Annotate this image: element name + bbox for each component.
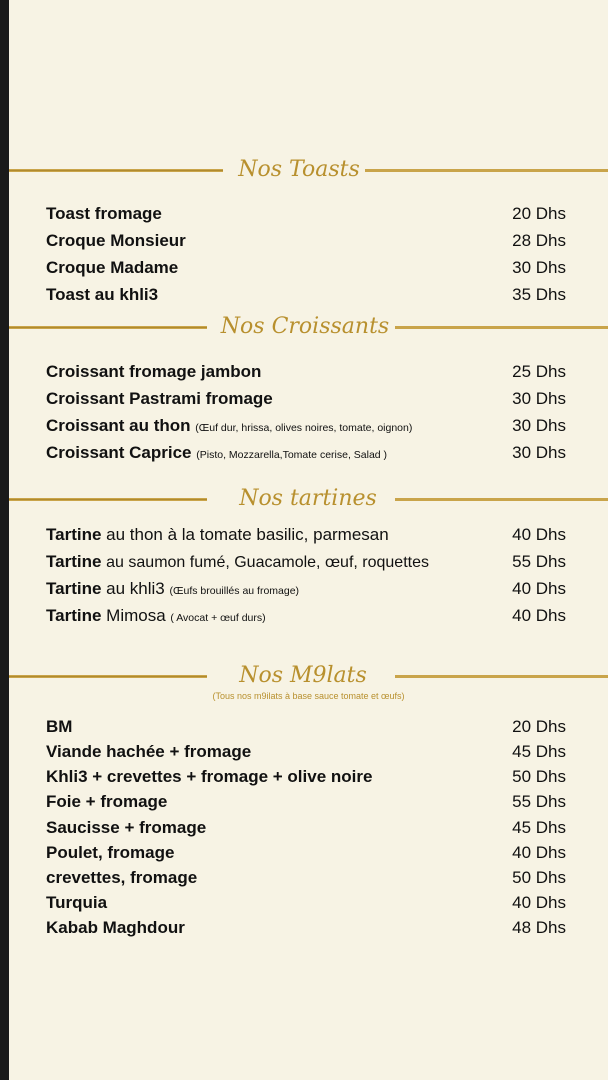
menu-item	[46, 386, 566, 412]
item-price: 25 Dhs	[512, 362, 566, 381]
menu-item	[46, 255, 566, 281]
item-price: 45 Dhs	[512, 818, 566, 837]
menu-item	[46, 603, 566, 629]
item-detail: Mimosa	[106, 606, 166, 625]
item-name: Toast fromage	[46, 204, 162, 223]
menu-item	[46, 714, 566, 740]
menu-item	[46, 549, 566, 575]
item-price: 30 Dhs	[512, 443, 566, 462]
item-name: Croissant au thon	[46, 416, 191, 435]
item-name: Toast au khli3	[46, 285, 159, 304]
item-price: 40 Dhs	[512, 579, 566, 598]
item-price: 50 Dhs	[512, 868, 566, 887]
item-detail: au khli3	[106, 579, 165, 598]
item-name: BM	[46, 717, 73, 736]
item-price: 30 Dhs	[512, 416, 566, 435]
item-name: crevettes, fromage	[46, 868, 198, 887]
section-header-toasts	[9, 153, 608, 187]
item-description: (Œufs brouillés au fromage)	[169, 585, 300, 597]
item-detail: au thon à la tomate basilic, parmesan	[106, 525, 389, 544]
menu-item	[46, 890, 566, 916]
menu-item	[46, 840, 566, 866]
item-name: Turquia	[46, 893, 108, 912]
menu-item	[46, 815, 566, 841]
item-price: 30 Dhs	[512, 389, 566, 408]
item-name: Croque Monsieur	[46, 231, 186, 250]
item-name: Poulet, fromage	[46, 843, 175, 862]
divider-line	[9, 675, 207, 678]
menu-item	[46, 282, 566, 308]
item-name: Viande hachée + fromage	[46, 742, 252, 761]
divider-line	[9, 498, 207, 501]
menu-item	[46, 915, 566, 941]
divider-line	[395, 498, 608, 501]
item-price: 40 Dhs	[512, 843, 566, 862]
item-name: Tartine	[46, 606, 102, 625]
item-name: Kabab Maghdour	[46, 918, 185, 937]
item-price: 40 Dhs	[512, 606, 566, 625]
item-price: 30 Dhs	[512, 258, 566, 277]
item-name: Khli3 + crevettes + fromage + olive noire	[46, 767, 373, 786]
item-description: (Pisto, Mozzarella,Tomate cerise, Salad )	[196, 449, 388, 461]
item-description: (Œuf dur, hrissa, olives noires, tomate, oignon)	[195, 422, 413, 434]
menu-item	[46, 764, 566, 790]
menu-item	[46, 413, 566, 439]
menu-item	[46, 789, 566, 815]
section-title-tartines: Nos tartines	[239, 486, 377, 511]
menu-item	[46, 865, 566, 891]
item-price: 35 Dhs	[512, 285, 566, 304]
item-price: 20 Dhs	[512, 204, 566, 223]
menu-item	[46, 359, 566, 385]
item-name: Croissant Pastrami fromage	[46, 389, 273, 408]
menu-page	[9, 0, 608, 1080]
menu-item	[46, 201, 566, 227]
menu-item	[46, 739, 566, 765]
section-title-m9lats: Nos M9lats	[239, 663, 367, 688]
divider-line	[9, 169, 223, 172]
divider-line	[9, 326, 207, 329]
item-name: Croque Madame	[46, 258, 179, 277]
section-title-toasts: Nos Toasts	[238, 157, 360, 182]
item-price: 55 Dhs	[512, 792, 566, 811]
item-price: 50 Dhs	[512, 767, 566, 786]
section-title-croissants: Nos Croissants	[220, 314, 390, 339]
item-detail: au saumon fumé, Guacamole, œuf, roquettes	[106, 554, 429, 571]
item-price: 45 Dhs	[512, 742, 566, 761]
item-description: ( Avocat + œuf durs)	[170, 612, 266, 624]
divider-line	[395, 326, 608, 329]
section-note: (Tous nos m9ilats à base sauce tomate et œufs)	[212, 691, 405, 701]
menu-item	[46, 522, 566, 548]
divider-line	[365, 169, 608, 172]
menu-item	[46, 576, 566, 602]
item-price: 20 Dhs	[512, 717, 566, 736]
divider-line	[395, 675, 608, 678]
menu-item	[46, 228, 566, 254]
item-price: 28 Dhs	[512, 231, 566, 250]
item-price: 40 Dhs	[512, 893, 566, 912]
item-name: Tartine	[46, 525, 102, 544]
item-name: Tartine	[46, 579, 102, 598]
item-name: Tartine	[46, 552, 102, 571]
item-name: Croissant Caprice	[46, 443, 192, 462]
section-header-m9lats	[9, 659, 608, 693]
item-name: Saucisse + fromage	[46, 818, 207, 837]
section-header-tartines	[9, 482, 608, 516]
item-name: Foie + fromage	[46, 792, 168, 811]
item-price: 55 Dhs	[512, 552, 566, 571]
item-price: 40 Dhs	[512, 525, 566, 544]
menu-item	[46, 440, 566, 466]
item-price: 48 Dhs	[512, 918, 566, 937]
item-name: Croissant fromage jambon	[46, 362, 262, 381]
section-header-croissants	[9, 310, 608, 344]
